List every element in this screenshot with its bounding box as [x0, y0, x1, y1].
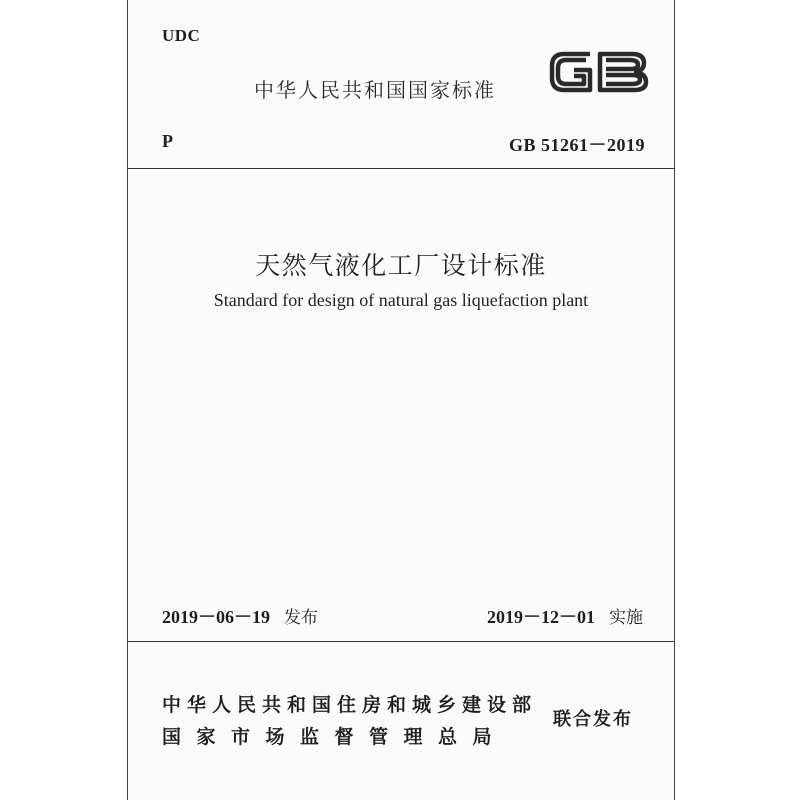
gb-logo-icon — [546, 44, 650, 100]
divider-top — [128, 168, 674, 169]
publisher-line-1: 中华人民共和国住房和城乡建设部 — [162, 694, 538, 716]
issuer-heading: 中华人民共和国国家标准 — [254, 78, 496, 102]
issue-date-block — [162, 603, 318, 629]
implement-label: 实施 — [609, 608, 643, 628]
standard-cover — [127, 0, 675, 800]
issue-date: 2019－06－19 — [162, 607, 270, 627]
standard-number: GB 51261－2019 — [508, 135, 645, 155]
title-chinese: 天然气液化工厂设计标准 — [255, 251, 547, 280]
implement-date-block — [487, 603, 643, 629]
divider-bottom — [128, 641, 674, 642]
publisher-line-2: 国家市场监督管理总局 — [162, 726, 508, 748]
implement-date: 2019－12－01 — [487, 607, 595, 627]
joint-publish-label: 联合发布 — [553, 709, 633, 730]
title-english: Standard for design of natural gas liquefaction plant — [213, 290, 589, 310]
udc-label: UDC — [162, 26, 201, 45]
issue-label: 发布 — [284, 608, 318, 628]
classification-code: P — [162, 131, 173, 151]
